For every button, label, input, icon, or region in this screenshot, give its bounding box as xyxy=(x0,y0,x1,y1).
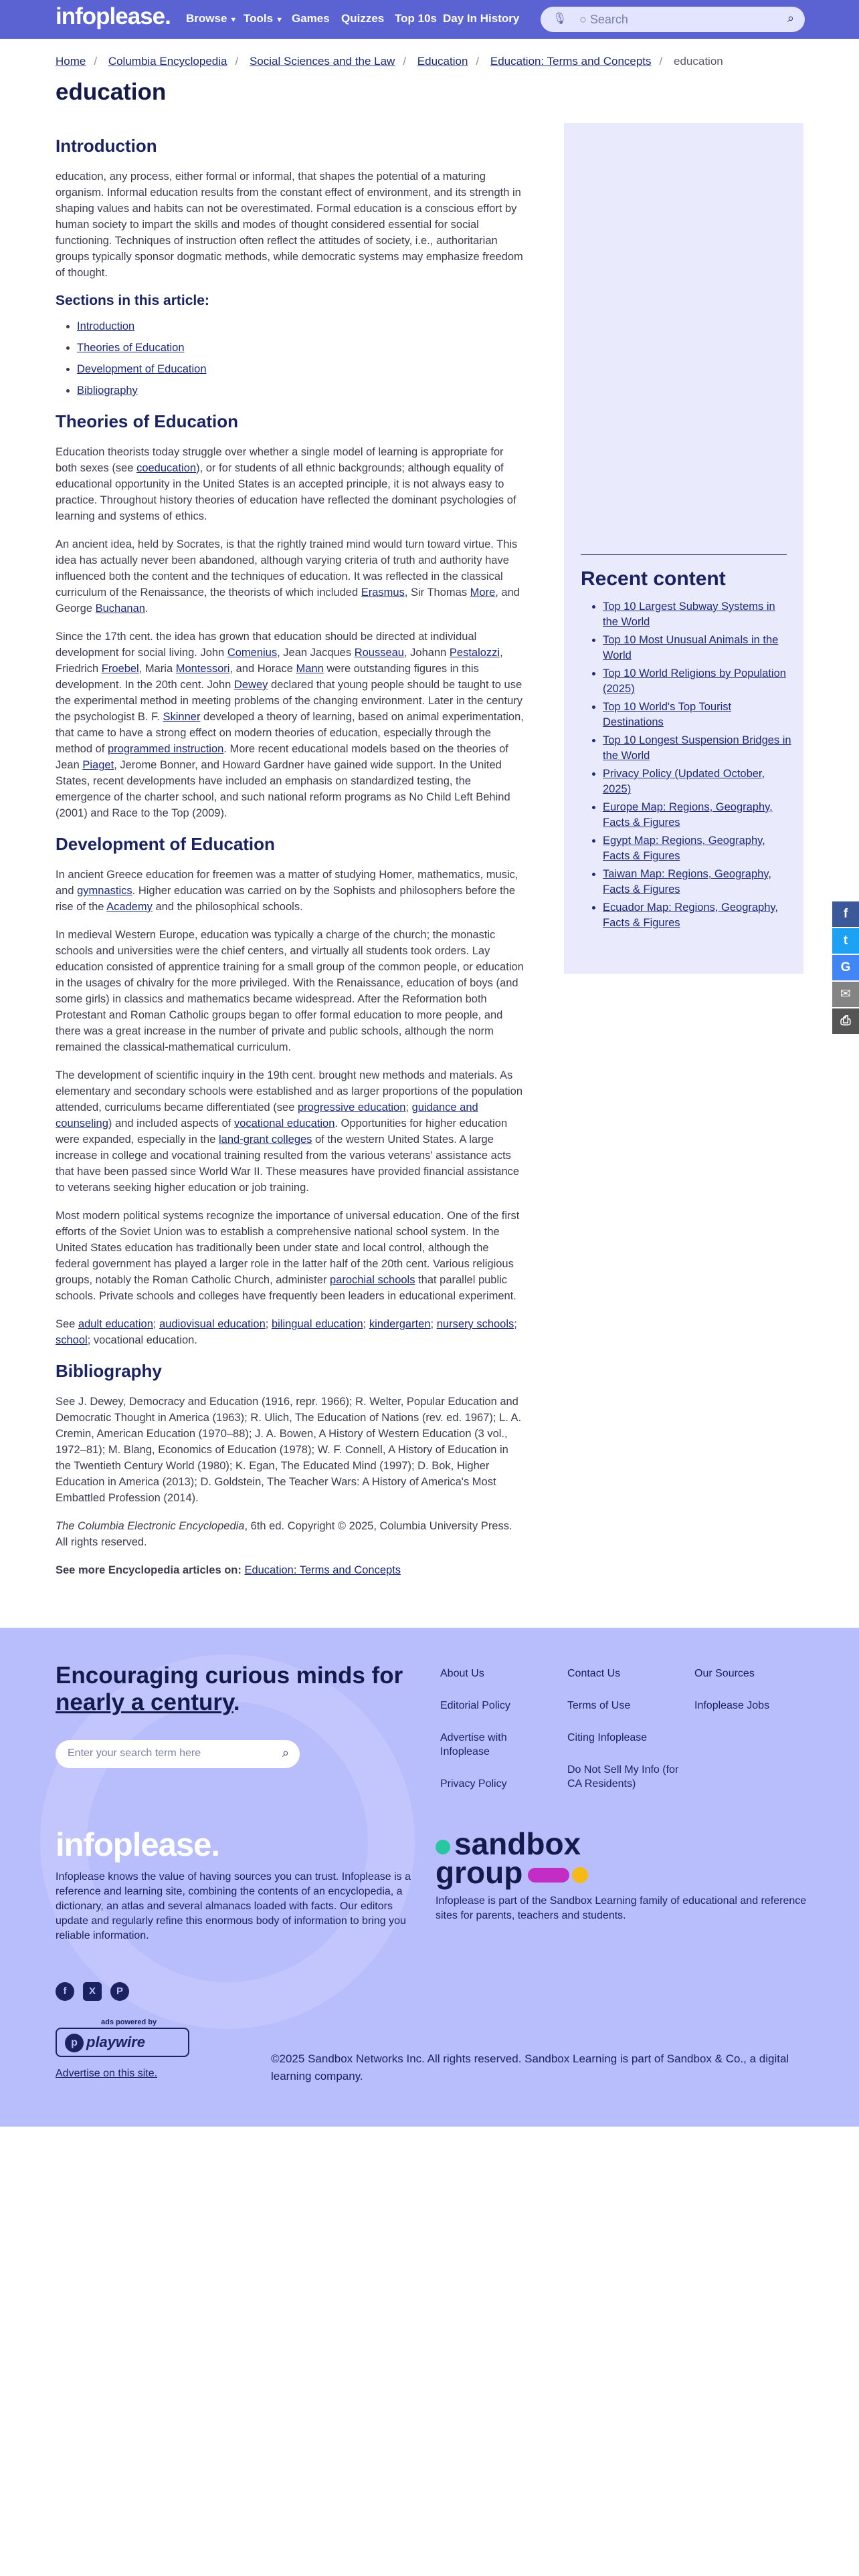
copyright-note: The Columbia Electronic Encyclopedia, 6th ed. Copyright © 2025, Columbia University Press. All rights reserved. xyxy=(56,1520,512,1548)
recent-link[interactable]: Taiwan Map: Regions, Geography, Facts & Figures xyxy=(603,868,771,895)
recent-link[interactable]: Top 10 Longest Suspension Bridges in the World xyxy=(603,734,791,762)
twitter-share-icon[interactable]: t xyxy=(832,928,859,954)
link-more-terms[interactable]: Education: Terms and Concepts xyxy=(244,1564,401,1576)
chevron-down-icon: ▼ xyxy=(276,16,283,24)
sections-list xyxy=(56,318,524,399)
recent-content-heading: Recent content xyxy=(581,568,726,590)
theories-heading: Theories of Education xyxy=(56,411,239,431)
see-also: See adult education; audiovisual education; bilingual education; kindergarten; nursery schools; school; vocational education. xyxy=(56,1318,517,1346)
footer-logo[interactable]: infoplease. xyxy=(56,1827,219,1863)
playwire-icon: p xyxy=(65,2034,84,2052)
link-more[interactable]: More xyxy=(470,586,496,599)
development-paragraph-4: Most modern political systems recognize the importance of universal education. One of the first efforts of the Soviet Union was to establish a comprehensive national school system. In the United States education has traditionally been under state and local control, although the federal government has played a larger role in the latter half of the 20th cent. Various religious groups, notably the Roman Catholic Church, administer parochial schools that parallel public schools. Private schools and colleges have frequently been leaders in educational experiment. xyxy=(56,1210,520,1302)
link-dewey[interactable]: Dewey xyxy=(233,679,268,691)
link-skinner[interactable]: Skinner xyxy=(163,711,201,723)
link-progressive-education[interactable]: progressive education xyxy=(297,1101,406,1113)
link-adult-education[interactable]: adult education xyxy=(78,1318,153,1330)
recent-link[interactable]: Europe Map: Regions, Geography, Facts & Figures xyxy=(603,801,773,829)
playwire-badge[interactable]: ads powered by p playwire xyxy=(56,2018,189,2058)
theories-paragraph-3: Since the 17th cent. the idea has grown that education should be directed at individual development for social living. John Comenius, Jean Jacques Rousseau, Johann Pestalozzi, Friedrich Froebel, Maria Montessori, and Horace Mann were outstanding figures in this development. In the 20th cent. John Dewey declared that young people should be taught to use the experimental method in meeting problems of the changing environment. Later in the century the psychologist B. F. Skinner developed a theory of learning, based on animal experimentation, that came to have a strong effect on modern theories of education, especially through the method of programmed instruction. More recent educational models based on the theories of Jean Piaget, Jerome Bonner, and Howard Gardner have gained wide support. In the United States, recent developments have included an emphasis on standardized testing, the emergence of the charter school, and such national reform programs as No Child Left Behind (2001) and Race to the Top (2009). xyxy=(56,631,524,819)
google-share-icon[interactable]: G xyxy=(832,955,859,980)
link-piaget[interactable]: Piaget xyxy=(82,759,114,771)
breadcrumb-current: education xyxy=(674,55,723,68)
sandbox-group-logo[interactable]: sandbox group xyxy=(436,1830,588,1887)
link-pestalozzi[interactable]: Pestalozzi xyxy=(449,647,500,659)
link-rousseau[interactable]: Rousseau xyxy=(354,647,404,659)
section-link-theories[interactable]: Theories of Education xyxy=(77,342,185,354)
link-school[interactable]: school xyxy=(56,1334,88,1346)
footer-about-us[interactable]: About Us xyxy=(440,1668,484,1679)
footer-citing[interactable]: Citing Infoplease xyxy=(567,1732,648,1743)
footer-tagline: Encouraging curious minds for xyxy=(56,1662,403,1689)
intro-paragraph: education, any process, either formal or informal, that shapes the potential of a maturing organism. Informal education results from the constant effect of environment, and its strength in shaping values and habits can not be overestimated. Formal education is a conscious effort by human society to impart the skills and modes of thought considered essential for social functioning. Techniques of instruction often reflect the attitudes of society, i.e., authoritarian groups typically sponsor dogmatic methods, while democratic systems may emphasize freedom of thought. xyxy=(56,171,523,279)
link-nursery-schools[interactable]: nursery schools xyxy=(436,1318,514,1330)
email-share-icon[interactable]: ✉ xyxy=(832,982,859,1007)
sidebar-divider xyxy=(581,554,787,555)
sections-heading: Sections in this article: xyxy=(56,293,209,308)
link-mann[interactable]: Mann xyxy=(296,663,324,675)
recent-link[interactable]: Top 10 Most Unusual Animals in the World xyxy=(603,634,779,661)
link-land-grant-colleges[interactable]: land-grant colleges xyxy=(219,1134,312,1146)
nav-tools[interactable]: Tools ▼ xyxy=(244,12,283,25)
breadcrumb-education[interactable]: Education xyxy=(417,55,468,68)
site-logo[interactable]: infoplease. xyxy=(56,3,171,29)
advertise-link[interactable]: Advertise on this site. xyxy=(56,2068,158,2079)
nav-browse[interactable]: Browse ▼ xyxy=(186,12,237,25)
recent-content-list xyxy=(603,599,793,934)
recent-link[interactable]: Egypt Map: Regions, Geography, Facts & Figures xyxy=(603,835,765,862)
footer-editorial-policy[interactable]: Editorial Policy xyxy=(440,1700,510,1711)
recent-link[interactable]: Top 10 Largest Subway Systems in the World xyxy=(603,601,775,628)
link-academy[interactable]: Academy xyxy=(106,901,153,913)
development-paragraph-3: The development of scientific inquiry in the 19th cent. brought new methods and materials. As elementary and secondary schools were established and as larger proportions of the population attended, curriculums became differentiated (see progressive education; guidance and counseling) and included aspects of vocational education. Opportunities for higher education were expanded, especially in the land-grant colleges of the western United States. A large increase in college and vocational training resulted from the various veterans' assistance acts that have been passed since World War II. These measures have provided financial assistance to veterans seeking higher education or job training. xyxy=(56,1069,523,1194)
breadcrumb-social-sciences[interactable]: Social Sciences and the Law xyxy=(249,55,395,68)
development-heading: Development of Education xyxy=(56,834,275,854)
nav-quizzes[interactable]: Quizzes xyxy=(341,12,385,25)
recent-link[interactable]: Ecuador Map: Regions, Geography, Facts & Figures xyxy=(603,901,779,929)
search-placeholder: ○ Search xyxy=(579,13,628,26)
theories-paragraph-1: Education theorists today struggle over whether a single model of learning is appropriate for both sexes (see coeducation), or for students of all ethnic backgrounds; although equality of educational opportunity in the United States is an accepted principle, it is not always easy to practice. Throughout history theories of education have reflected the dominant psychologies of learning and systems of ethics. xyxy=(56,446,516,522)
footer-tagline-2: nearly a century. xyxy=(56,1689,240,1715)
see-more-articles: See more Encyclopedia articles on: Education: Terms and Concepts xyxy=(56,1564,401,1576)
footer-advertise[interactable]: Advertise with Infoplease xyxy=(440,1732,507,1757)
link-parochial-schools[interactable]: parochial schools xyxy=(329,1274,415,1286)
footer-tagline-link[interactable]: nearly a century xyxy=(56,1689,233,1715)
nav-day-in-history[interactable]: Day In History xyxy=(443,12,520,25)
pinterest-icon[interactable]: P xyxy=(110,1982,129,2001)
link-gymnastics[interactable]: gymnastics xyxy=(77,885,132,897)
section-link-bibliography[interactable]: Bibliography xyxy=(77,385,138,397)
intro-heading: Introduction xyxy=(56,136,157,156)
nav-top10s[interactable]: Top 10s xyxy=(395,12,437,25)
recent-link[interactable]: Top 10 World's Top Tourist Destinations xyxy=(603,701,732,728)
nav-games[interactable]: Games xyxy=(292,12,330,25)
development-paragraph-2: In medieval Western Europe, education was typically a charge of the church; the monastic schools and universities were the chief centers, and virtually all students took orders. Lay education consisted of apprentice training for a small group of the common people, or education in the usages of chivalry for the more privileged. With the Renaissance, education of boys (and some girls) in classics and mathematics became widespread. After the Reformation both Protestant and Roman Catholic groups began to offer formal education to more people, and there was a great increase in the number of private and public schools, although the norm remained the classical-mathematical curriculum. xyxy=(56,929,524,1053)
link-montessori[interactable]: Montessori xyxy=(175,663,230,675)
search-icon[interactable]: ⌕ xyxy=(787,11,794,25)
footer-contact-us[interactable]: Contact Us xyxy=(567,1668,621,1679)
footer-jobs[interactable]: Infoplease Jobs xyxy=(694,1700,770,1711)
footer-do-not-sell[interactable]: Do Not Sell My Info (for CA Residents) xyxy=(567,1764,679,1790)
footer-terms-of-use[interactable]: Terms of Use xyxy=(567,1700,631,1711)
top-navigation-bar xyxy=(0,0,859,39)
header-search-input[interactable] xyxy=(541,7,805,32)
article-body xyxy=(56,135,524,1590)
search-icon[interactable]: ⌕ xyxy=(282,1746,289,1759)
facebook-icon[interactable]: f xyxy=(56,1982,74,2001)
bibliography-heading: Bibliography xyxy=(56,1361,162,1381)
bibliography-paragraph: See J. Dewey, Democracy and Education (1916, repr. 1966); R. Welter, Popular Education and Democratic Thought in America (1963); R. Ulich, The Education of Nations (rev. ed. 1967); L. A. Cremin, American Education (1970–88); J. A. Bowen, A History of Western Education (3 vol., 1972–81); M. Blang, Economics of Education (1978); W. F. Connell, A History of Education in the Twentieth Century World (1980); K. Egan, The Educated Mind (1997); D. Bok, Higher Education in America (2013); D. Goldstein, The Teacher Wars: A History of America's Most Embattled Profession (2014). xyxy=(56,1396,522,1504)
footer-privacy-policy[interactable]: Privacy Policy xyxy=(440,1778,507,1790)
link-erasmus[interactable]: Erasmus xyxy=(361,586,405,599)
link-audiovisual-education[interactable]: audiovisual education xyxy=(159,1318,266,1330)
footer-search-input[interactable]: Enter your search term here ⌕ xyxy=(56,1740,300,1768)
development-paragraph-1: In ancient Greece education for freemen was a matter of studying Homer, mathematics, music, and gymnastics. Higher education was carried on by the Sophists and philosophers before the rise of the Academy and the philosophical schools. xyxy=(56,869,518,913)
sandbox-description: Infoplease is part of the Sandbox Learning family of educational and reference sites for parents, teachers and students. xyxy=(436,1895,807,1921)
recent-link[interactable]: Top 10 World Religions by Population (2025) xyxy=(603,667,786,695)
link-comenius[interactable]: Comenius xyxy=(227,647,278,659)
link-programmed-instruction[interactable]: programmed instruction xyxy=(107,743,224,755)
theories-paragraph-2: An ancient idea, held by Socrates, is that the rightly trained mind would turn toward virtue. This idea has actually never been abandoned, although varying criteria of truth and authority have influenced both the content and the techniques of education. It was reflected in the classical curriculum of the Renaissance, the theorists of which included Erasmus, Sir Thomas More, and George Buchanan. xyxy=(56,538,520,615)
link-bilingual-education[interactable]: bilingual education xyxy=(271,1318,363,1330)
x-icon[interactable]: X xyxy=(83,1982,102,2001)
microphone-icon[interactable]: 🎙 xyxy=(553,12,567,25)
facebook-share-icon[interactable]: f xyxy=(832,901,859,927)
link-kindergarten[interactable]: kindergarten xyxy=(369,1318,431,1330)
link-coeducation[interactable]: coeducation xyxy=(136,462,197,474)
recent-link[interactable]: Privacy Policy (Updated October, 2025) xyxy=(603,768,765,795)
link-guidance-counseling[interactable]: guidance and counseling xyxy=(56,1101,478,1130)
footer-copyright: ©2025 Sandbox Networks Inc. All rights reserved. Sandbox Learning is part of Sandbox & Co., a digital learning company. xyxy=(271,2052,789,2082)
link-vocational-education[interactable]: vocational education xyxy=(233,1117,335,1130)
breadcrumb-terms[interactable]: Education: Terms and Concepts xyxy=(490,55,652,68)
page-title: education xyxy=(56,79,167,105)
link-froebel[interactable]: Froebel xyxy=(101,663,139,675)
section-link-introduction[interactable]: Introduction xyxy=(77,320,135,332)
footer-description: Infoplease knows the value of having sources you can trust. Infoplease is a reference and learning site, combining the contents of an encyclopedia, a dictionary, an atlas and several almanacs loaded with facts. Our editors update and regularly refine this enormous body of information to bring you reliable information. xyxy=(56,1871,411,1941)
chevron-down-icon: ▼ xyxy=(229,16,237,24)
breadcrumb: Home / Columbia Encyclopedia / Social Sciences and the Law / Education / Education: Terms and Concepts / education xyxy=(56,55,723,68)
footer xyxy=(0,1628,859,2127)
breadcrumb-columbia[interactable]: Columbia Encyclopedia xyxy=(108,55,227,68)
breadcrumb-home[interactable]: Home xyxy=(56,55,86,68)
sidebar xyxy=(564,123,803,974)
link-buchanan[interactable]: Buchanan xyxy=(95,603,145,615)
section-link-development[interactable]: Development of Education xyxy=(77,363,207,375)
footer-our-sources[interactable]: Our Sources xyxy=(694,1668,755,1679)
print-icon[interactable]: ⎙ xyxy=(832,1008,859,1034)
